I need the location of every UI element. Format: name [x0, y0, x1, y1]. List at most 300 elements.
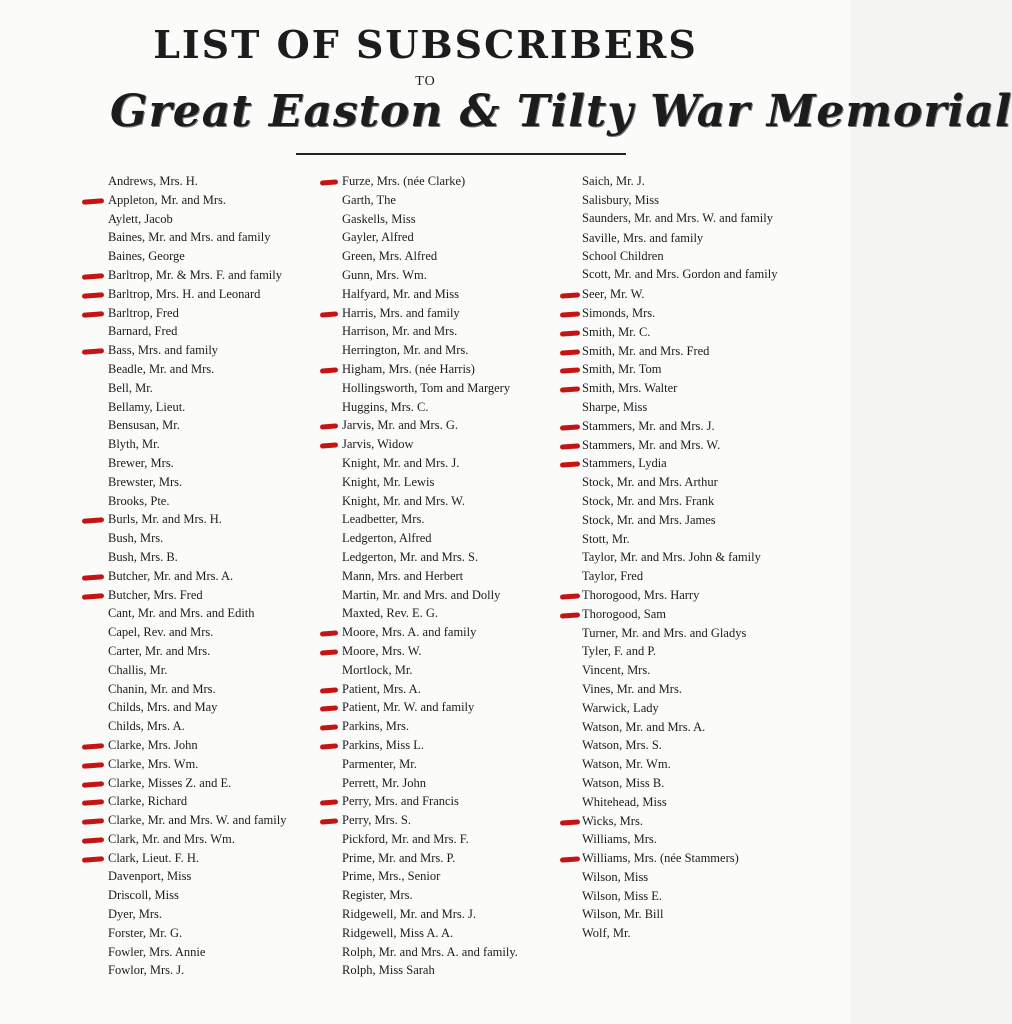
subscriber-entry — [582, 736, 822, 755]
subscriber-entry — [108, 567, 328, 586]
subscriber-name: Wolf, Mr. — [582, 926, 631, 941]
subscriber-entry — [108, 736, 328, 755]
subscriber-entry — [582, 830, 822, 849]
subscriber-entry — [582, 360, 822, 379]
subscriber-entry — [108, 416, 328, 435]
subscriber-entry — [342, 172, 570, 191]
subscriber-name: Challis, Mr. — [108, 662, 168, 677]
subscriber-name: Green, Mrs. Alfred — [342, 249, 438, 264]
subscriber-entry — [582, 191, 822, 210]
title-rule — [296, 153, 626, 155]
red-tick-mark — [82, 818, 104, 825]
subscriber-entry — [582, 304, 822, 323]
red-tick-mark — [560, 593, 580, 599]
subscriber-entry — [582, 285, 822, 304]
subscriber-name: Taylor, Fred — [582, 569, 644, 584]
red-tick-mark — [320, 724, 338, 730]
subscriber-name: Furze, Mrs. (née Clarke) — [342, 174, 466, 188]
subscriber-entry — [342, 285, 570, 304]
subscriber-entry — [582, 680, 822, 699]
subscriber-entry — [108, 191, 328, 210]
subscriber-entry — [342, 680, 570, 699]
subscriber-entry — [582, 210, 822, 229]
subscriber-entry — [108, 510, 328, 529]
subscriber-entry — [108, 548, 328, 567]
red-tick-mark — [82, 198, 104, 205]
subscriber-name: Bensusan, Mr. — [108, 418, 180, 433]
subscriber-name: Williams, Mrs. (née Stammers) — [582, 851, 739, 866]
red-tick-mark — [320, 818, 338, 824]
subscriber-name: Clarke, Mrs. Wm. — [108, 756, 199, 771]
subscriber-name: Wicks, Mrs. — [582, 813, 643, 828]
subscriber-entry — [108, 304, 328, 323]
subscriber-name: Prime, Mrs., Senior — [342, 869, 441, 884]
subscriber-name: Rolph, Mr. and Mrs. A. and family. — [342, 944, 518, 959]
subscriber-name: Thorogood, Sam — [582, 606, 667, 621]
subscriber-name: Watson, Mrs. S. — [582, 738, 662, 753]
subscriber-name: Baines, George — [108, 249, 185, 264]
red-tick-mark — [560, 443, 580, 449]
subscriber-entry — [108, 886, 328, 905]
subscriber-entry — [582, 247, 822, 266]
subscriber-name: Smith, Mr. Tom — [582, 362, 662, 377]
subscriber-entry — [582, 699, 822, 718]
subscriber-entry — [582, 454, 822, 473]
subscriber-name: Saville, Mrs. and family — [582, 230, 704, 245]
subscriber-entry — [342, 548, 570, 567]
subscriber-name: Stammers, Mr. and Mrs. J. — [582, 418, 715, 433]
subscriber-entry — [108, 924, 328, 943]
subscriber-entry — [108, 285, 328, 304]
subscriber-entry — [108, 492, 328, 511]
subscriber-name: Butcher, Mr. and Mrs. A. — [108, 568, 234, 583]
subscriber-entry — [342, 849, 570, 868]
subscriber-column-1 — [108, 172, 328, 980]
subscriber-entry — [108, 717, 328, 736]
subscriber-entry — [342, 905, 570, 924]
subscriber-name: Vines, Mr. and Mrs. — [582, 681, 682, 696]
subscriber-name: Higham, Mrs. (née Harris) — [342, 361, 475, 376]
subscriber-entry — [342, 360, 570, 379]
subscriber-name: Harrison, Mr. and Mrs. — [342, 324, 458, 339]
subscriber-name: Beadle, Mr. and Mrs. — [108, 361, 215, 376]
subscriber-entry — [342, 830, 570, 849]
red-tick-mark — [560, 311, 580, 317]
subscriber-name: Rolph, Miss Sarah — [342, 963, 435, 978]
subscriber-entry — [582, 586, 822, 605]
subscriber-entry — [582, 755, 822, 774]
subscriber-name: Stock, Mr. and Mrs. James — [582, 512, 716, 527]
subscriber-name: Register, Mrs. — [342, 888, 413, 903]
subscriber-entry — [342, 586, 570, 605]
subscriber-name: Childs, Mrs. and May — [108, 700, 218, 715]
title-connector: TO — [415, 74, 436, 89]
red-tick-mark — [320, 367, 338, 373]
subscriber-name: Fowlor, Mrs. J. — [108, 963, 185, 978]
subscriber-entry — [342, 698, 570, 717]
red-tick-mark — [82, 856, 104, 863]
red-tick-mark — [560, 330, 580, 336]
red-tick-mark — [320, 311, 338, 317]
subscriber-entry — [108, 943, 328, 962]
subscriber-entry — [108, 623, 328, 642]
subscriber-entry — [582, 718, 822, 737]
subscriber-column-2 — [342, 172, 570, 980]
subscriber-entry — [108, 849, 328, 868]
red-tick-mark — [82, 518, 104, 525]
subscriber-name: Mann, Mrs. and Herbert — [342, 568, 464, 583]
subscriber-name: Ledgerton, Alfred — [342, 531, 432, 546]
subscriber-name: Salisbury, Miss — [582, 192, 659, 207]
subscriber-entry — [108, 210, 328, 229]
subscriber-entry — [108, 661, 328, 680]
subscriber-name: Perry, Mrs. and Francis — [342, 794, 459, 809]
subscriber-name: Parkins, Mrs. — [342, 719, 410, 734]
subscriber-entry — [582, 530, 822, 549]
subscriber-entry — [582, 436, 822, 455]
subscriber-entry — [582, 793, 822, 812]
subscriber-name: Warwick, Lady — [582, 700, 659, 715]
subscriber-name: Bush, Mrs. — [108, 531, 164, 546]
subscriber-entry — [108, 529, 328, 548]
subscriber-entry — [108, 811, 328, 830]
subscriber-entry — [582, 492, 822, 511]
subscriber-name: Clarke, Mr. and Mrs. W. and family — [108, 813, 287, 828]
subscriber-name: Bellamy, Lieut. — [108, 399, 186, 414]
subscriber-entry — [342, 510, 570, 529]
subscriber-name: Barnard, Fred — [108, 324, 178, 339]
subscriber-entry — [108, 604, 328, 623]
subscriber-name: Ridgewell, Mr. and Mrs. J. — [342, 907, 477, 922]
subscriber-name: Jarvis, Mr. and Mrs. G. — [342, 418, 458, 433]
subscriber-entry — [582, 473, 822, 492]
subscriber-name: Ledgerton, Mr. and Mrs. S. — [342, 549, 479, 564]
subscriber-name: Simonds, Mrs. — [582, 305, 656, 320]
subscriber-entry — [582, 417, 822, 436]
subscriber-name: Knight, Mr. Lewis — [342, 474, 435, 489]
subscriber-entry — [342, 717, 570, 736]
subscriber-name: Andrews, Mrs. H. — [108, 174, 198, 188]
subscriber-entry — [582, 849, 822, 868]
subscriber-name: Halfyard, Mr. and Miss — [342, 286, 459, 301]
subscriber-name: Smith, Mrs. Walter — [582, 381, 678, 396]
subscriber-entry — [108, 473, 328, 492]
subscriber-name: Davenport, Miss — [108, 869, 192, 884]
subscriber-entry — [342, 304, 570, 323]
subscriber-entry — [342, 867, 570, 886]
subscriber-name: Harris, Mrs. and family — [342, 305, 460, 320]
subscriber-entry — [582, 266, 822, 285]
subscriber-entry — [582, 661, 822, 680]
subscriber-column-3 — [582, 172, 822, 943]
subscriber-entry — [108, 398, 328, 417]
subscriber-entry — [108, 360, 328, 379]
subscriber-entry — [342, 529, 570, 548]
red-tick-mark — [320, 179, 338, 185]
subscriber-name: Aylett, Jacob — [108, 211, 173, 226]
subscriber-name: Williams, Mrs. — [582, 832, 657, 847]
subscriber-name: Capel, Rev. and Mrs. — [108, 625, 214, 640]
subscriber-name: Leadbetter, Mrs. — [342, 512, 425, 527]
subscriber-name: Brewer, Mrs. — [108, 455, 174, 470]
red-tick-mark — [82, 311, 104, 318]
subscriber-name: Ridgewell, Miss A. A. — [342, 925, 454, 940]
subscriber-name: Barltrop, Mr. & Mrs. F. and family — [108, 267, 282, 282]
subscriber-name: Watson, Mr. Wm. — [582, 757, 671, 772]
red-tick-mark — [82, 800, 104, 807]
subscriber-entry — [342, 604, 570, 623]
subscriber-entry — [108, 680, 328, 699]
subscriber-name: Pickford, Mr. and Mrs. F. — [342, 831, 469, 846]
subscriber-entry — [108, 774, 328, 793]
red-tick-mark — [82, 837, 104, 844]
subscriber-entry — [108, 266, 328, 285]
subscriber-name: Vincent, Mrs. — [582, 663, 651, 678]
red-tick-mark — [82, 348, 104, 355]
red-tick-mark — [560, 292, 580, 298]
subscriber-name: Childs, Mrs. A. — [108, 719, 185, 734]
subscriber-name: Bell, Mr. — [108, 380, 153, 395]
subscriber-entry — [342, 191, 570, 210]
subscriber-name: Brooks, Pte. — [108, 493, 170, 508]
subscriber-entry — [108, 379, 328, 398]
subscriber-name: Huggins, Mrs. C. — [342, 399, 429, 414]
subscriber-entry — [342, 435, 570, 454]
subscriber-name: Wilson, Miss E. — [582, 888, 663, 903]
subscriber-entry — [108, 642, 328, 661]
subscriber-name: Driscoll, Miss — [108, 888, 179, 903]
subscriber-name: Saunders, Mr. and Mrs. W. and family — [582, 210, 773, 225]
subscriber-name: Taylor, Mr. and Mrs. John & family — [582, 550, 761, 565]
subscriber-name: Martin, Mr. and Mrs. and Dolly — [342, 587, 501, 602]
red-tick-mark — [320, 443, 338, 449]
subscriber-entry — [342, 642, 570, 661]
subscriber-name: Wilson, Miss — [582, 869, 649, 884]
subscriber-entry — [342, 473, 570, 492]
subscriber-entry — [342, 398, 570, 417]
subscriber-name: Stock, Mr. and Mrs. Arthur — [582, 475, 718, 490]
red-tick-mark — [320, 706, 338, 712]
subscriber-name: Scott, Mr. and Mrs. Gordon and family — [582, 267, 778, 282]
subscriber-name: Brewster, Mrs. — [108, 474, 183, 489]
subscriber-entry — [342, 266, 570, 285]
subscriber-name: Butcher, Mrs. Fred — [108, 587, 203, 602]
subscriber-name: Parmenter, Mr. — [342, 756, 417, 771]
subscriber-entry — [582, 868, 822, 887]
subscriber-name: Prime, Mr. and Mrs. P. — [342, 850, 456, 865]
subscriber-name: Garth, The — [342, 192, 396, 207]
subscriber-entry — [342, 811, 570, 830]
subscriber-name: Cant, Mr. and Mrs. and Edith — [108, 606, 255, 621]
subscriber-entry — [342, 492, 570, 511]
subscriber-entry — [582, 924, 822, 943]
subscriber-name: Gunn, Mrs. Wm. — [342, 267, 427, 282]
subscriber-name: Stott, Mr. — [582, 531, 630, 546]
subscriber-entry — [108, 435, 328, 454]
subscriber-name: Clark, Lieut. F. H. — [108, 850, 200, 865]
subscriber-name: Jarvis, Widow — [342, 437, 414, 452]
subscriber-entry — [342, 755, 570, 774]
subscriber-entry — [108, 454, 328, 473]
subscriber-entry — [342, 322, 570, 341]
subscriber-entry — [342, 228, 570, 247]
memorial-heading: Great Easton & Tilty War Memorial — [110, 86, 1012, 137]
red-tick-mark — [320, 424, 338, 430]
red-tick-mark — [82, 574, 104, 581]
subscriber-entry — [342, 661, 570, 680]
subscriber-name: Bush, Mrs. B. — [108, 549, 178, 564]
subscriber-entry — [342, 736, 570, 755]
subscriber-entry — [108, 228, 328, 247]
red-tick-mark — [560, 424, 580, 430]
subscriber-name: Barltrop, Fred — [108, 305, 179, 320]
subscriber-name: Watson, Mr. and Mrs. A. — [582, 719, 706, 734]
subscriber-name: Wilson, Mr. Bill — [582, 907, 664, 922]
subscriber-name: Stammers, Lydia — [582, 456, 667, 471]
subscriber-entry — [582, 887, 822, 906]
subscriber-name: Hollingsworth, Tom and Margery — [342, 380, 511, 395]
red-tick-mark — [320, 743, 338, 749]
red-tick-mark — [82, 781, 104, 788]
subscriber-name: Herrington, Mr. and Mrs. — [342, 343, 469, 358]
subscriber-entry — [108, 698, 328, 717]
subscriber-entry — [108, 867, 328, 886]
subscriber-entry — [108, 830, 328, 849]
subscriber-entry — [582, 642, 822, 661]
subscriber-entry — [342, 416, 570, 435]
red-tick-mark — [82, 292, 104, 299]
subscriber-name: Moore, Mrs. A. and family — [342, 625, 477, 640]
subscriber-name: Blyth, Mr. — [108, 437, 160, 452]
subscriber-name: Fowler, Mrs. Annie — [108, 944, 206, 959]
red-tick-mark — [82, 743, 104, 750]
subscriber-name: Moore, Mrs. W. — [342, 643, 422, 658]
red-tick-mark — [560, 819, 580, 825]
red-tick-mark — [320, 687, 338, 693]
red-tick-mark — [320, 631, 338, 637]
red-tick-mark — [560, 368, 580, 374]
subscriber-entry — [342, 792, 570, 811]
subscriber-entry — [342, 454, 570, 473]
subscriber-name: Tyler, F. and P. — [582, 644, 657, 659]
subscriber-name: Thorogood, Mrs. Harry — [582, 587, 700, 602]
subscriber-name: Baines, Mr. and Mrs. and family — [108, 230, 271, 245]
subscriber-name: Clark, Mr. and Mrs. Wm. — [108, 831, 235, 846]
red-tick-mark — [82, 762, 104, 769]
subscriber-entry — [582, 342, 822, 361]
red-tick-mark — [560, 462, 580, 468]
subscriber-entry — [582, 774, 822, 793]
subscriber-name: Smith, Mr. C. — [582, 324, 651, 339]
subscriber-entry — [108, 322, 328, 341]
subscriber-name: Stammers, Mr. and Mrs. W. — [582, 437, 721, 452]
subscriber-entry — [582, 905, 822, 924]
subscriber-name: Knight, Mr. and Mrs. W. — [342, 493, 465, 508]
subscriber-entry — [108, 172, 328, 191]
red-tick-mark — [82, 273, 104, 280]
subscriber-name: Forster, Mr. G. — [108, 925, 183, 940]
subscriber-name: Seer, Mr. W. — [582, 287, 645, 302]
subscriber-name: Patient, Mr. W. and family — [342, 700, 475, 715]
subscriber-name: Stock, Mr. and Mrs. Frank — [582, 493, 715, 508]
page-title: LIST OF SUBSCRIBERS — [153, 22, 698, 67]
subscriber-entry — [342, 247, 570, 266]
subscriber-name: Burls, Mr. and Mrs. H. — [108, 512, 222, 527]
subscriber-name: Clarke, Richard — [108, 794, 188, 809]
subscriber-name: Whitehead, Miss — [582, 794, 667, 809]
subscriber-entry — [108, 341, 328, 360]
red-tick-mark — [320, 800, 338, 806]
subscriber-name: Maxted, Rev. E. G. — [342, 606, 439, 621]
subscriber-entry — [108, 961, 328, 980]
subscriber-name: Clarke, Misses Z. and E. — [108, 775, 232, 790]
subscriber-entry — [582, 172, 822, 191]
red-tick-mark — [320, 649, 338, 655]
subscriber-name: Gayler, Alfred — [342, 230, 414, 245]
red-tick-mark — [560, 386, 580, 392]
subscriber-name: School Children — [582, 249, 664, 264]
subscriber-entry — [342, 961, 570, 980]
subscriber-entry — [582, 548, 822, 567]
subscriber-entry — [582, 398, 822, 417]
subscriber-entry — [342, 886, 570, 905]
subscriber-name: Bass, Mrs. and family — [108, 343, 219, 358]
subscriber-entry — [108, 905, 328, 924]
subscriber-name: Turner, Mr. and Mrs. and Gladys — [582, 625, 747, 640]
subscriber-entry — [582, 605, 822, 624]
subscriber-entry — [582, 812, 822, 831]
subscriber-name: Carter, Mr. and Mrs. — [108, 643, 211, 658]
red-tick-mark — [560, 349, 580, 355]
subscriber-name: Appleton, Mr. and Mrs. — [108, 192, 227, 207]
subscriber-name: Saich, Mr. J. — [582, 174, 645, 188]
subscriber-entry — [108, 247, 328, 266]
subscriber-entry — [108, 586, 328, 605]
subscriber-name: Watson, Miss B. — [582, 775, 665, 790]
subscriber-name: Sharpe, Miss — [582, 399, 648, 414]
subscriber-entry — [108, 755, 328, 774]
subscriber-name: Mortlock, Mr. — [342, 662, 413, 677]
subscriber-entry — [582, 511, 822, 530]
subscriber-entry — [582, 624, 822, 643]
subscriber-entry — [108, 792, 328, 811]
subscriber-name: Perrett, Mr. John — [342, 775, 427, 790]
subscriber-name: Perry, Mrs. S. — [342, 813, 411, 828]
subscriber-entry — [342, 341, 570, 360]
subscriber-name: Smith, Mr. and Mrs. Fred — [582, 343, 710, 358]
subscriber-name: Knight, Mr. and Mrs. J. — [342, 455, 460, 470]
subscriber-name: Parkins, Miss L. — [342, 737, 424, 752]
subscriber-entry — [582, 229, 822, 248]
subscriber-entry — [582, 567, 822, 586]
subscriber-entry — [342, 623, 570, 642]
subscriber-entry — [582, 323, 822, 342]
subscriber-entry — [342, 774, 570, 793]
subscriber-entry — [342, 210, 570, 229]
subscriber-entry — [342, 379, 570, 398]
subscriber-name: Barltrop, Mrs. H. and Leonard — [108, 286, 261, 301]
subscriber-name: Clarke, Mrs. John — [108, 737, 198, 752]
red-tick-mark — [560, 856, 580, 862]
subscriber-name: Dyer, Mrs. — [108, 907, 163, 922]
red-tick-mark — [82, 593, 104, 600]
subscriber-entry — [582, 379, 822, 398]
subscriber-name: Patient, Mrs. A. — [342, 681, 421, 696]
subscriber-entry — [342, 924, 570, 943]
red-tick-mark — [560, 612, 580, 618]
subscriber-entry — [342, 943, 570, 962]
subscriber-entry — [342, 567, 570, 586]
